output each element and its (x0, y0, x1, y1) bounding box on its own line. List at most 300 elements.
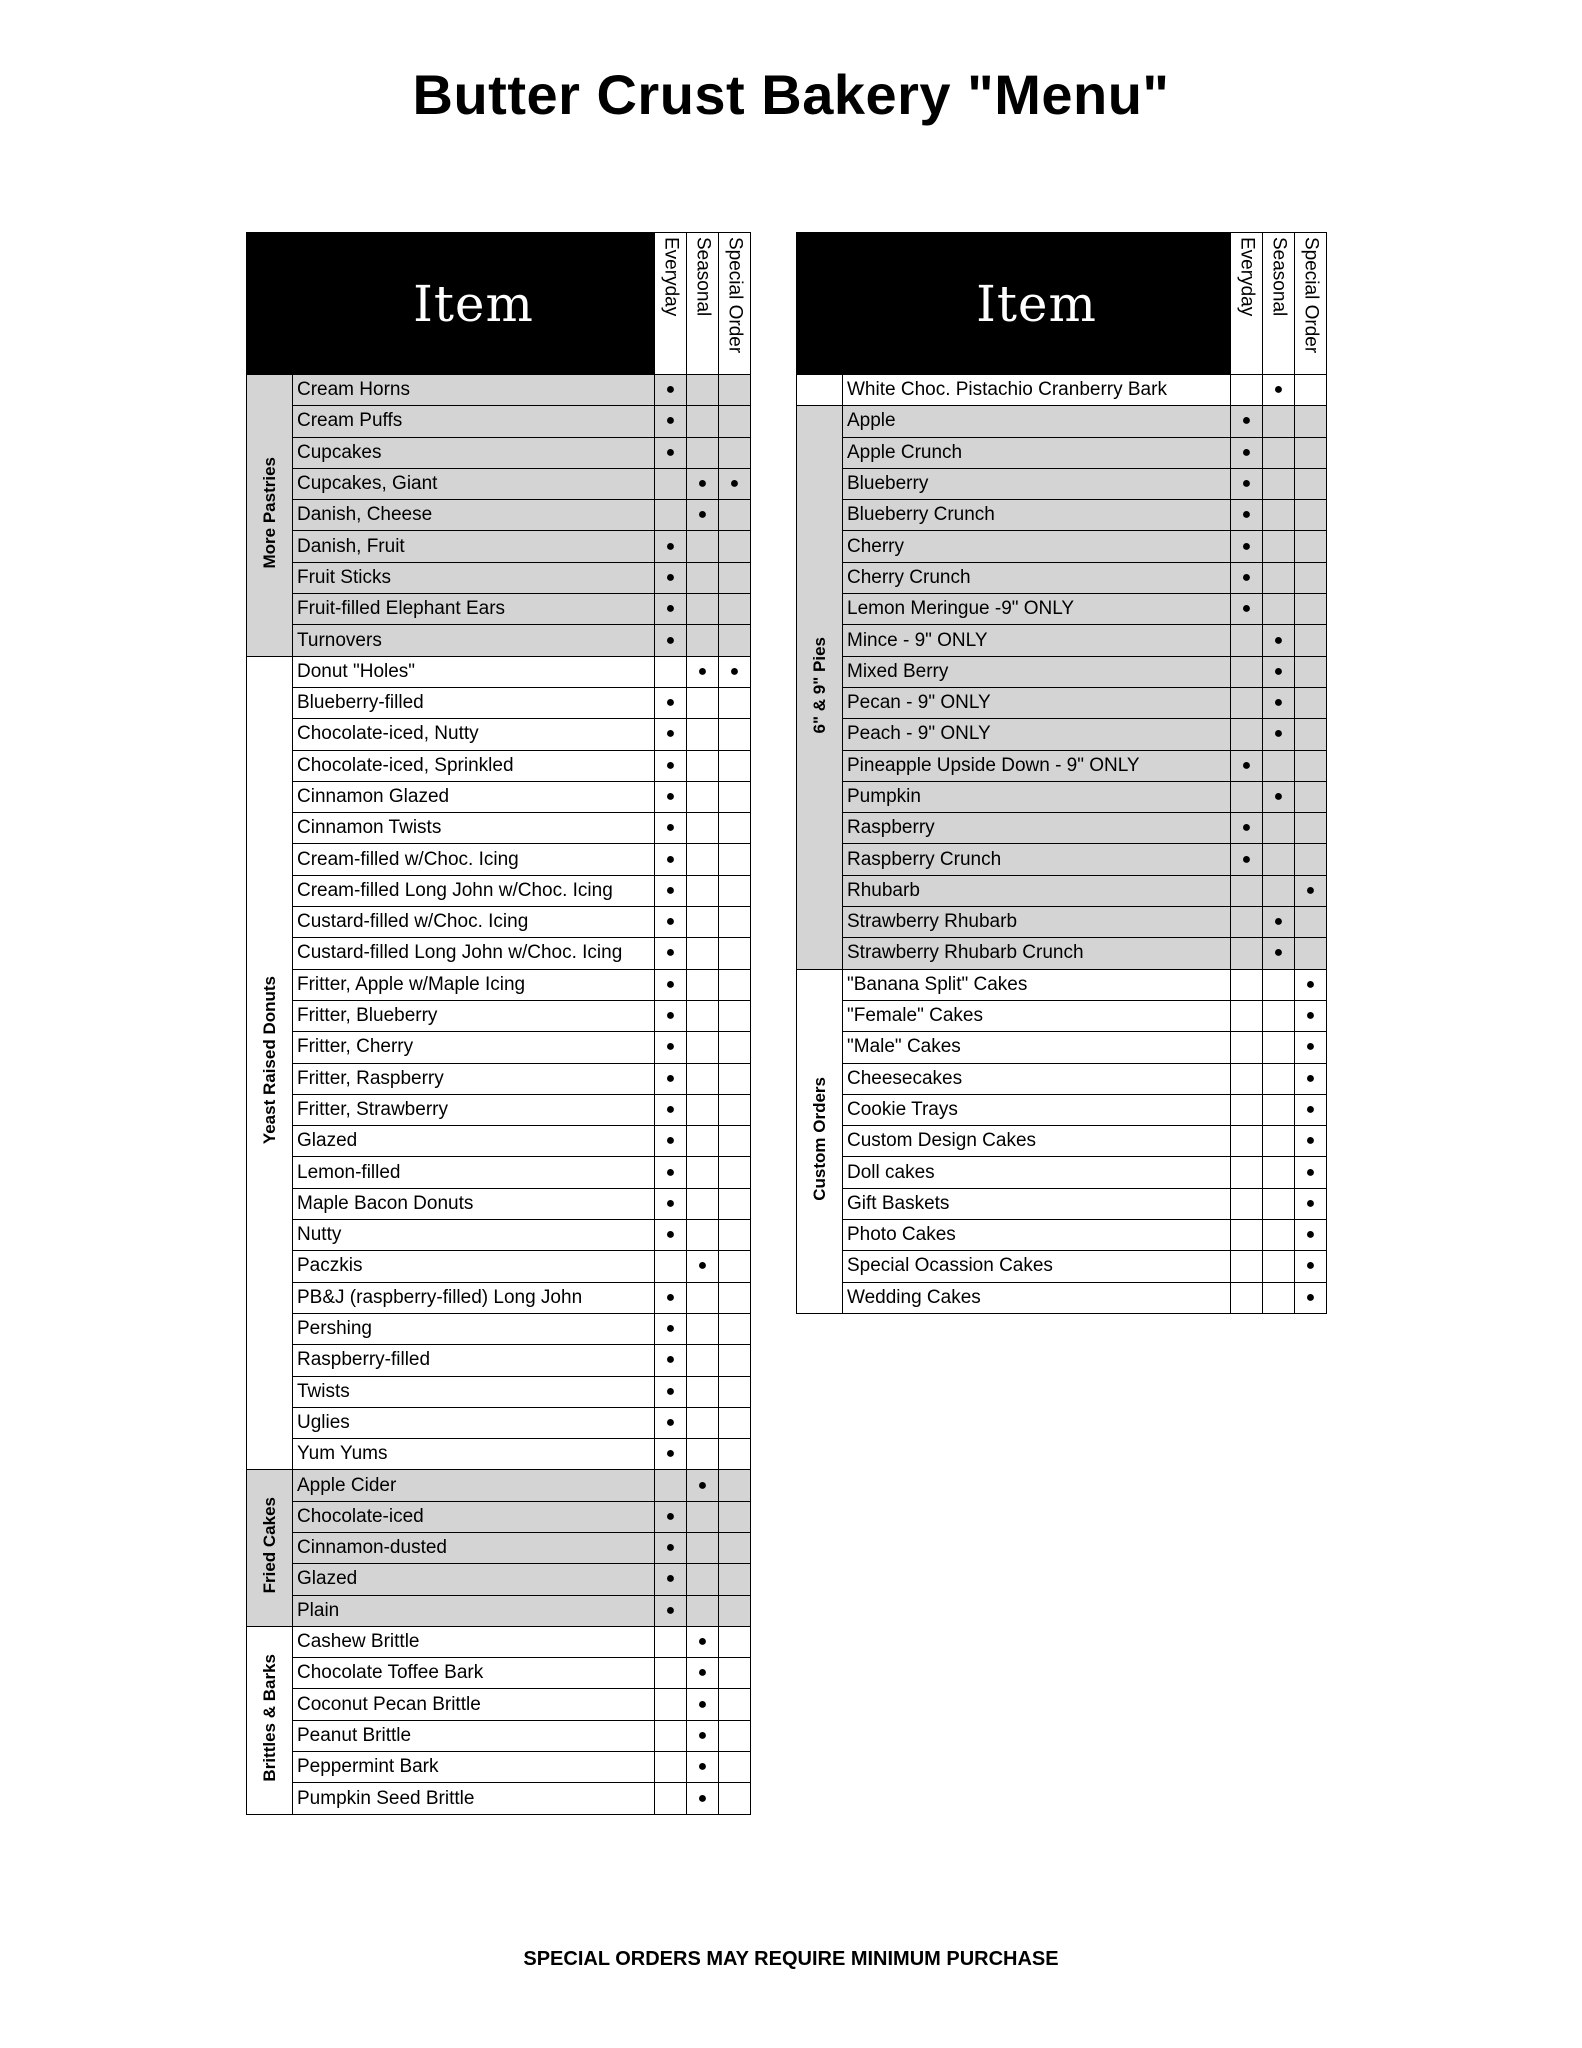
special-mark: ● (719, 656, 751, 687)
special-mark: ● (1295, 1188, 1327, 1219)
everyday-mark (655, 468, 687, 499)
special-mark (719, 594, 751, 625)
menu-item-row (247, 1063, 751, 1094)
everyday-mark: ● (655, 687, 687, 718)
special-mark (719, 531, 751, 562)
item-name: Apple Cider (293, 1470, 655, 1501)
special-mark (719, 1188, 751, 1219)
menu-item-row (797, 562, 1327, 593)
seasonal-mark (687, 531, 719, 562)
menu-item-row (797, 594, 1327, 625)
menu-item-row (247, 1094, 751, 1125)
item-name: Paczkis (293, 1251, 655, 1282)
menu-item-row (247, 1157, 751, 1188)
group-label-custom-orders: Custom Orders (797, 969, 843, 1313)
item-name: Cheesecakes (843, 1063, 1231, 1094)
special-mark (1295, 938, 1327, 969)
seasonal-mark (1263, 1157, 1295, 1188)
special-mark (719, 1626, 751, 1657)
seasonal-mark (1263, 750, 1295, 781)
menu-item-row (797, 656, 1327, 687)
special-mark (719, 1783, 751, 1814)
everyday-mark: ● (655, 1000, 687, 1031)
special-mark (719, 1752, 751, 1783)
special-mark (1295, 907, 1327, 938)
item-name: Chocolate-iced, Sprinkled (293, 750, 655, 781)
menu-item-row (797, 1157, 1327, 1188)
special-mark (719, 375, 751, 406)
item-name: Cream-filled Long John w/Choc. Icing (293, 875, 655, 906)
seasonal-mark (1263, 594, 1295, 625)
special-mark (719, 1658, 751, 1689)
item-name: Lemon Meringue -9" ONLY (843, 594, 1231, 625)
special-mark (719, 1376, 751, 1407)
seasonal-mark: ● (687, 1783, 719, 1814)
everyday-mark: ● (655, 1345, 687, 1376)
special-mark (719, 406, 751, 437)
menu-item-row (797, 938, 1327, 969)
everyday-mark (1231, 938, 1263, 969)
special-mark (719, 1000, 751, 1031)
menu-item-row (247, 1752, 751, 1783)
seasonal-mark (687, 1407, 719, 1438)
everyday-mark (1231, 1063, 1263, 1094)
special-mark: ● (1295, 1063, 1327, 1094)
everyday-mark: ● (655, 1564, 687, 1595)
special-mark (1295, 468, 1327, 499)
seasonal-column-header: Seasonal (687, 233, 719, 375)
item-name: Cream Horns (293, 375, 655, 406)
special-mark (719, 1251, 751, 1282)
item-name: Donut "Holes" (293, 656, 655, 687)
special-mark (719, 437, 751, 468)
menu-item-row (247, 1220, 751, 1251)
everyday-mark: ● (1231, 500, 1263, 531)
group-label-more-pastries: More Pastries (247, 375, 293, 657)
everyday-mark (1231, 1126, 1263, 1157)
seasonal-mark (687, 687, 719, 718)
seasonal-mark (687, 844, 719, 875)
special-mark (719, 1063, 751, 1094)
seasonal-mark (687, 1032, 719, 1063)
seasonal-mark (687, 1220, 719, 1251)
item-name: Chocolate-iced (293, 1501, 655, 1532)
everyday-mark: ● (1231, 750, 1263, 781)
item-name: Photo Cakes (843, 1220, 1231, 1251)
special-mark (719, 687, 751, 718)
seasonal-mark (1263, 437, 1295, 468)
seasonal-mark (1263, 531, 1295, 562)
item-name: Pumpkin Seed Brittle (293, 1783, 655, 1814)
special-mark: ● (1295, 875, 1327, 906)
everyday-mark: ● (655, 1094, 687, 1125)
left-menu-table (246, 232, 751, 1815)
menu-item-row (797, 531, 1327, 562)
everyday-mark (1231, 625, 1263, 656)
item-name: Custom Design Cakes (843, 1126, 1231, 1157)
everyday-mark: ● (655, 938, 687, 969)
everyday-mark: ● (1231, 531, 1263, 562)
menu-item-row (247, 1407, 751, 1438)
everyday-mark: ● (655, 1376, 687, 1407)
menu-item-row (247, 844, 751, 875)
everyday-mark: ● (655, 1063, 687, 1094)
everyday-mark: ● (655, 1220, 687, 1251)
seasonal-mark (687, 625, 719, 656)
special-mark: ● (1295, 1032, 1327, 1063)
special-mark (1295, 750, 1327, 781)
seasonal-mark (1263, 500, 1295, 531)
special-mark (719, 1532, 751, 1563)
seasonal-mark: ● (687, 500, 719, 531)
item-name: Strawberry Rhubarb Crunch (843, 938, 1231, 969)
item-name: Gift Baskets (843, 1188, 1231, 1219)
seasonal-mark (687, 1063, 719, 1094)
menu-item-row (247, 437, 751, 468)
special-mark (719, 1345, 751, 1376)
seasonal-mark (687, 1188, 719, 1219)
item-name: Cinnamon Twists (293, 813, 655, 844)
item-name: Blueberry Crunch (843, 500, 1231, 531)
seasonal-mark (687, 562, 719, 593)
special-order-column-header: Special Order (719, 233, 751, 375)
menu-item-row (797, 1220, 1327, 1251)
seasonal-mark: ● (687, 468, 719, 499)
menu-item-row (797, 500, 1327, 531)
everyday-mark: ● (655, 625, 687, 656)
item-name: Turnovers (293, 625, 655, 656)
right-table-body (797, 375, 1327, 1314)
seasonal-mark (687, 750, 719, 781)
menu-item-row (797, 875, 1327, 906)
special-mark (1295, 813, 1327, 844)
menu-item-row (247, 406, 751, 437)
menu-item-row (247, 969, 751, 1000)
menu-item-row (247, 468, 751, 499)
seasonal-mark (687, 1000, 719, 1031)
seasonal-mark (1263, 1000, 1295, 1031)
menu-item-row (797, 437, 1327, 468)
group-label-brittles-barks: Brittles & Barks (247, 1626, 293, 1814)
special-mark (1295, 687, 1327, 718)
seasonal-mark (687, 1282, 719, 1313)
special-mark (1295, 594, 1327, 625)
special-order-column-header: Special Order (1295, 233, 1327, 375)
page-title: Butter Crust Bakery "Menu" (412, 63, 1170, 126)
everyday-mark (655, 1658, 687, 1689)
menu-item-row (247, 719, 751, 750)
item-name: Twists (293, 1376, 655, 1407)
item-name: Maple Bacon Donuts (293, 1188, 655, 1219)
everyday-mark (1231, 1282, 1263, 1313)
item-name: Uglies (293, 1407, 655, 1438)
menu-item-row (247, 1689, 751, 1720)
special-mark: ● (1295, 1282, 1327, 1313)
item-name: Coconut Pecan Brittle (293, 1689, 655, 1720)
seasonal-mark: ● (687, 1720, 719, 1751)
item-name: Cherry (843, 531, 1231, 562)
everyday-mark (1231, 375, 1263, 406)
seasonal-mark (1263, 1094, 1295, 1125)
everyday-mark: ● (1231, 844, 1263, 875)
special-mark (719, 1407, 751, 1438)
item-name: Peanut Brittle (293, 1720, 655, 1751)
item-name: Cupcakes (293, 437, 655, 468)
seasonal-mark (687, 781, 719, 812)
everyday-mark: ● (655, 907, 687, 938)
seasonal-mark (1263, 468, 1295, 499)
menu-item-row (797, 1188, 1327, 1219)
special-mark (719, 1313, 751, 1344)
item-name: Plain (293, 1595, 655, 1626)
everyday-mark (655, 1689, 687, 1720)
item-name: Glazed (293, 1126, 655, 1157)
special-mark (719, 1126, 751, 1157)
menu-item-row (797, 719, 1327, 750)
seasonal-mark: ● (1263, 907, 1295, 938)
seasonal-mark: ● (687, 1251, 719, 1282)
special-mark (719, 813, 751, 844)
everyday-mark (1231, 781, 1263, 812)
item-name: Raspberry (843, 813, 1231, 844)
everyday-mark (655, 1251, 687, 1282)
menu-item-row (247, 1439, 751, 1470)
item-name: Fritter, Strawberry (293, 1094, 655, 1125)
seasonal-mark (687, 406, 719, 437)
menu-item-row (797, 375, 1327, 406)
everyday-mark: ● (1231, 594, 1263, 625)
menu-item-row (247, 1188, 751, 1219)
seasonal-mark (687, 1126, 719, 1157)
special-mark: ● (1295, 1000, 1327, 1031)
menu-item-row (247, 500, 751, 531)
special-mark (1295, 531, 1327, 562)
special-mark (1295, 375, 1327, 406)
special-mark (719, 844, 751, 875)
item-name: Danish, Fruit (293, 531, 655, 562)
menu-item-row (797, 844, 1327, 875)
special-mark (719, 1094, 751, 1125)
item-name: Apple (843, 406, 1231, 437)
everyday-mark: ● (655, 781, 687, 812)
menu-item-row (247, 750, 751, 781)
everyday-mark: ● (655, 594, 687, 625)
item-name: Fritter, Cherry (293, 1032, 655, 1063)
everyday-mark (1231, 1157, 1263, 1188)
menu-item-row (247, 1595, 751, 1626)
item-column-header: Item (843, 233, 1231, 375)
everyday-mark: ● (655, 1188, 687, 1219)
everyday-mark: ● (1231, 468, 1263, 499)
item-name: Rhubarb (843, 875, 1231, 906)
special-mark: ● (1295, 1094, 1327, 1125)
seasonal-mark: ● (1263, 656, 1295, 687)
item-name: Raspberry-filled (293, 1345, 655, 1376)
special-mark (719, 719, 751, 750)
menu-item-row (247, 938, 751, 969)
seasonal-mark: ● (1263, 375, 1295, 406)
everyday-mark: ● (655, 1501, 687, 1532)
menu-item-row (247, 1000, 751, 1031)
special-mark: ● (1295, 1220, 1327, 1251)
special-mark (719, 938, 751, 969)
seasonal-mark (687, 1345, 719, 1376)
menu-item-row (797, 1282, 1327, 1313)
special-mark (719, 1720, 751, 1751)
menu-item-row (247, 1376, 751, 1407)
special-mark (719, 1470, 751, 1501)
menu-item-row (797, 406, 1327, 437)
special-mark: ● (1295, 969, 1327, 1000)
special-mark: ● (1295, 1157, 1327, 1188)
item-name: Pumpkin (843, 781, 1231, 812)
item-name: Chocolate Toffee Bark (293, 1658, 655, 1689)
everyday-mark: ● (655, 844, 687, 875)
everyday-mark (655, 656, 687, 687)
menu-item-row (247, 1126, 751, 1157)
item-name: Danish, Cheese (293, 500, 655, 531)
group-label-fried-cakes: Fried Cakes (247, 1470, 293, 1626)
menu-item-row (797, 625, 1327, 656)
item-name: Cinnamon-dusted (293, 1532, 655, 1563)
special-mark (719, 1564, 751, 1595)
everyday-mark: ● (655, 1407, 687, 1438)
item-name: Cashew Brittle (293, 1626, 655, 1657)
seasonal-mark (1263, 1126, 1295, 1157)
special-mark: ● (1295, 1251, 1327, 1282)
special-mark (1295, 781, 1327, 812)
special-mark (719, 1157, 751, 1188)
item-name: Strawberry Rhubarb (843, 907, 1231, 938)
special-mark (719, 1282, 751, 1313)
item-name: "Male" Cakes (843, 1032, 1231, 1063)
seasonal-mark (687, 1564, 719, 1595)
item-name: Fritter, Apple w/Maple Icing (293, 969, 655, 1000)
item-name: Raspberry Crunch (843, 844, 1231, 875)
menu-item-row (797, 687, 1327, 718)
item-name: Pineapple Upside Down - 9" ONLY (843, 750, 1231, 781)
seasonal-mark (687, 1376, 719, 1407)
everyday-mark: ● (655, 437, 687, 468)
everyday-mark (1231, 875, 1263, 906)
seasonal-mark (687, 1595, 719, 1626)
menu-item-row (247, 1626, 751, 1657)
menu-item-row (247, 781, 751, 812)
special-mark (719, 562, 751, 593)
special-mark (1295, 500, 1327, 531)
special-mark (719, 969, 751, 1000)
everyday-mark: ● (655, 719, 687, 750)
everyday-mark: ● (655, 1532, 687, 1563)
menu-item-row (247, 875, 751, 906)
menu-item-row (797, 750, 1327, 781)
item-name: Glazed (293, 1564, 655, 1595)
seasonal-mark: ● (687, 1658, 719, 1689)
seasonal-mark (687, 875, 719, 906)
special-mark (719, 907, 751, 938)
special-mark (1295, 625, 1327, 656)
everyday-mark: ● (655, 1157, 687, 1188)
special-mark (719, 1032, 751, 1063)
menu-item-row (797, 1251, 1327, 1282)
item-name: Custard-filled Long John w/Choc. Icing (293, 938, 655, 969)
menu-item-row (797, 468, 1327, 499)
special-mark (1295, 844, 1327, 875)
item-name: "Female" Cakes (843, 1000, 1231, 1031)
menu-item-row (247, 1783, 751, 1814)
seasonal-mark (687, 1313, 719, 1344)
special-mark (719, 1220, 751, 1251)
everyday-column-header: Everyday (655, 233, 687, 375)
seasonal-mark (687, 375, 719, 406)
item-name: Fruit-filled Elephant Ears (293, 594, 655, 625)
everyday-mark (655, 1783, 687, 1814)
menu-item-row (247, 1282, 751, 1313)
everyday-mark: ● (1231, 437, 1263, 468)
menu-item-row (797, 1032, 1327, 1063)
item-name: PB&J (raspberry-filled) Long John (293, 1282, 655, 1313)
menu-item-row (247, 813, 751, 844)
everyday-mark: ● (655, 406, 687, 437)
seasonal-column-header: Seasonal (1263, 233, 1295, 375)
item-name: Cupcakes, Giant (293, 468, 655, 499)
menu-item-row (247, 625, 751, 656)
special-mark (719, 875, 751, 906)
special-mark (1295, 406, 1327, 437)
seasonal-mark (687, 1094, 719, 1125)
menu-item-row (247, 594, 751, 625)
menu-item-row (797, 781, 1327, 812)
seasonal-mark: ● (1263, 687, 1295, 718)
menu-item-row (247, 562, 751, 593)
menu-item-row (247, 1032, 751, 1063)
item-name: Blueberry (843, 468, 1231, 499)
item-name: Fritter, Blueberry (293, 1000, 655, 1031)
seasonal-mark (1263, 1220, 1295, 1251)
special-mark (719, 500, 751, 531)
seasonal-mark (687, 1157, 719, 1188)
everyday-mark: ● (655, 813, 687, 844)
everyday-mark (655, 1720, 687, 1751)
table-header-row (797, 233, 1327, 375)
item-name: Mince - 9" ONLY (843, 625, 1231, 656)
left-table-body (247, 375, 751, 1815)
seasonal-mark (1263, 1063, 1295, 1094)
seasonal-mark (687, 907, 719, 938)
menu-item-row (247, 656, 751, 687)
everyday-mark (655, 1470, 687, 1501)
everyday-mark (1231, 1188, 1263, 1219)
item-name: Pershing (293, 1313, 655, 1344)
menu-item-row (247, 687, 751, 718)
seasonal-mark: ● (687, 1470, 719, 1501)
seasonal-mark (687, 437, 719, 468)
seasonal-mark (1263, 1282, 1295, 1313)
everyday-mark: ● (655, 531, 687, 562)
item-name: Chocolate-iced, Nutty (293, 719, 655, 750)
special-mark (719, 750, 751, 781)
menu-item-row (247, 1720, 751, 1751)
everyday-mark (1231, 687, 1263, 718)
seasonal-mark (687, 813, 719, 844)
everyday-mark (655, 1626, 687, 1657)
item-name: Blueberry-filled (293, 687, 655, 718)
special-mark (1295, 437, 1327, 468)
seasonal-mark (687, 1501, 719, 1532)
everyday-mark: ● (655, 1439, 687, 1470)
seasonal-mark (687, 719, 719, 750)
everyday-column-header: Everyday (1231, 233, 1263, 375)
